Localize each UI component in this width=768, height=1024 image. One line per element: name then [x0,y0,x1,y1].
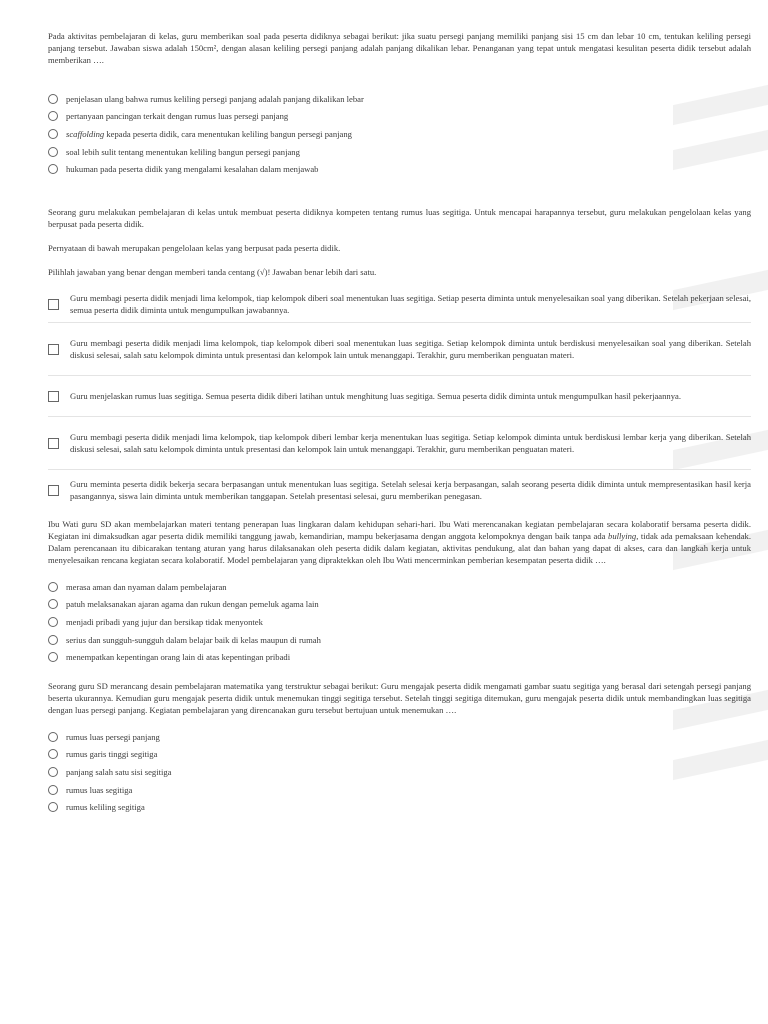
option-label: menjadi pribadi yang jujur dan bersikap tidak menyontek [66,616,263,627]
question-3-stem [48,518,751,566]
radio-button[interactable] [48,785,58,795]
radio-button[interactable] [48,129,58,139]
option[interactable] [48,631,751,649]
option-label: Guru membagi peserta didik menjadi lima kelompok, tiap kelompok diberi lembar kerja menentukan luas segitiga. Setiap kelompok diminta untuk berdiskusi lembar kerja yang diberikan. Setelah diskusi selesai, salah satu kelompok diminta untuk presentasi dan kelompok lain untuk menanggapi. Terakhir, guru memberikan penguatan materi. [70,432,751,454]
option[interactable] [48,125,751,143]
option-label: Guru membagi peserta didik menjadi lima kelompok, tiap kelompok diberi soal menentukan luas segitiga. Setiap peserta diminta untuk menyelesaikan soal yang diberikan. Setelah pekerjaan selesai, semua peserta didik diminta untuk mengumpulkan jawabannya. [70,293,751,315]
radio-button[interactable] [48,164,58,174]
option[interactable] [48,746,751,764]
option[interactable] [48,798,751,816]
question-4 [48,680,751,816]
option-label: patuh melaksanakan ajaran agama dan rukun dengan pemeluk agama lain [66,599,319,610]
radio-button[interactable] [48,652,58,662]
option[interactable] [48,781,751,799]
checkbox-option[interactable] [48,417,751,470]
radio-button[interactable] [48,767,58,777]
question-4-options [48,728,751,816]
checkbox-option[interactable] [48,323,751,376]
quiz-content [48,30,751,816]
option-label: Guru membagi peserta didik menjadi lima kelompok, tiap kelompok diberi soal menentukan luas segitiga. Setiap kelompok diminta untuk berdiskusi menyelesaikan soal yang diberikan. Setelah diskusi selesai, salah satu kelompok diminta untuk presentasi dan kelompok lain untuk menanggapi. Terakhir, guru memberikan penguatan materi. [70,338,751,360]
radio-button[interactable] [48,582,58,592]
scaffolding-term: scaffolding [66,128,105,139]
option-label: rumus garis tinggi segitiga [66,749,158,760]
question-4-stem: Seorang guru SD merancang desain pembelajaran matematika yang terstruktur sebagai berikut: Guru mengajak peserta didik mengamati gambar suatu segitiga yang berasal dari setengah persegi panjang beserta ukurannya. Kemudian guru mengajak peserta didik untuk menemukan tinggi segitiga tersebut. Setelah tinggi segitiga ditemukan, guru mengajak peserta didik untuk membandingkan luas segitiga dengan luas persegi panjang. Kegiatan pembelajaran yang direncanakan guru tersebut bertujuan untuk menemukan …. [48,680,751,715]
checkbox[interactable] [48,344,59,355]
question-2-intro: Seorang guru melakukan pembelajaran di kelas untuk membuat peserta didiknya kompeten tentang rumus luas segitiga. Untuk mencapai harapannya tersebut, guru melakukan pengelolaan kelas yang berpusat pada peserta didik. [48,207,751,229]
option[interactable] [48,763,751,781]
radio-button[interactable] [48,94,58,104]
checkbox[interactable] [48,438,59,449]
option[interactable] [48,613,751,631]
option[interactable] [48,596,751,614]
radio-button[interactable] [48,111,58,121]
question-3 [48,518,751,666]
stem-text: Ibu Wati guru SD akan membelajarkan materi tentang penerapan luas lingkaran dalam kehidupan sehari-hari. Ibu Wati merencanakan kegiatan pembelajaran secara kolaboratif bersama peserta didik. Kegiatan ini dimaksudkan agar peserta didik memiliki tanggung jawab, kemandirian, mampu bekerjasama dengan anggota kelompoknya dengan baik tanpa ada [48,519,751,541]
radio-button[interactable] [48,635,58,645]
option-label: soal lebih sulit tentang menentukan keliling bangun persegi panjang [66,146,300,157]
option[interactable] [48,108,751,126]
option-label: menempatkan kepentingan orang lain di atas kepentingan pribadi [66,652,291,663]
question-1-options [48,90,751,178]
radio-button[interactable] [48,732,58,742]
option-label-rest: kepada peserta didik, cara menentukan keliling bangun persegi panjang [106,128,352,139]
checkbox-option[interactable] [48,470,751,510]
option-label: Guru menjelaskan rumus luas segitiga. Semua peserta didik diberi latihan untuk menghitung luas segitiga. Semua peserta didik diminta untuk mengumpulkan hasil pekerjaannya. [70,391,681,401]
option-label: panjang salah satu sisi segitiga [66,766,172,777]
radio-button[interactable] [48,617,58,627]
option-label: hukuman pada peserta didik yang mengalami kesalahan dalam menjawab [66,164,319,175]
option[interactable] [48,160,751,178]
option[interactable] [48,728,751,746]
option-label: penjelasan ulang bahwa rumus keliling persegi panjang adalah panjang dikalikan lebar [66,93,364,104]
option-label: rumus keliling segitiga [66,802,145,813]
question-3-options [48,578,751,666]
bullying-term: bullying [608,531,637,541]
question-2-options [48,286,751,510]
question-2-statement: Pernyataan di bawah merupakan pengelolaan kelas yang berpusat pada peserta didik. [48,243,341,253]
radio-button[interactable] [48,802,58,812]
option-label: rumus luas persegi panjang [66,731,160,742]
radio-button[interactable] [48,147,58,157]
checkbox[interactable] [48,485,59,496]
radio-button[interactable] [48,749,58,759]
option[interactable] [48,578,751,596]
checkbox-option[interactable] [48,286,751,323]
option[interactable] [48,648,751,666]
question-2-instruction: Pilihlah jawaban yang benar dengan memberi tanda centang (√)! Jawaban benar lebih dari satu. [48,267,377,277]
option-label: pertanyaan pancingan terkait dengan rumus luas persegi panjang [66,111,289,122]
question-1 [48,30,751,206]
option-label: Guru meminta peserta didik bekerja secara berpasangan untuk menentukan luas segitiga. Setelah selesai kerja berpasangan, salah seorang peserta didik diminta untuk mempresentasikan hasil kerja pasangannya, siswa lain diminta untuk memberikan tanggapan. Setelah presentasi selesai, guru memberikan penegasan. [70,479,751,501]
checkbox[interactable] [48,299,59,310]
stem-text: , tidak ada pemaksaan kehendak. Dalam perencanaan itu dibicarakan tentang aturan yang harus dilaksanakan oleh peserta didik dalam kegiatan, aktivitas pendukung, alat dan bahan yang dapat di akses, cara dan langkah kerja untuk menyelesaikan rencana kegiatan secara kolaboratif. Model pembelajaran yang dipraktekkan oleh Ibu Wati mencerminkan pemberian kesempatan peserta didik …. [48,531,751,565]
option-label: merasa aman dan nyaman dalam pembelajaran [66,581,227,592]
radio-button[interactable] [48,599,58,609]
checkbox-option[interactable] [48,376,751,417]
question-2 [48,206,751,510]
checkbox[interactable] [48,391,59,402]
option-label: serius dan sungguh-sungguh dalam belajar baik di kelas maupun di rumah [66,634,321,645]
question-1-stem: Pada aktivitas pembelajaran di kelas, guru memberikan soal pada peserta didiknya sebagai berikut: jika suatu persegi panjang memiliki panjang sisi 15 cm dan lebar 10 cm, tentukan keliling persegi panjang tersebut. Jawaban siswa adalah 150cm², dengan alasan keliling persegi panjang adalah panjang dikalikan lebar. Penanganan yang tepat untuk mengatasi kesulitan peserta didik tersebut adalah memberikan …. [48,31,751,65]
option-label [66,128,352,140]
option[interactable] [48,90,751,108]
option[interactable] [48,143,751,161]
option-label: rumus luas segitiga [66,784,133,795]
